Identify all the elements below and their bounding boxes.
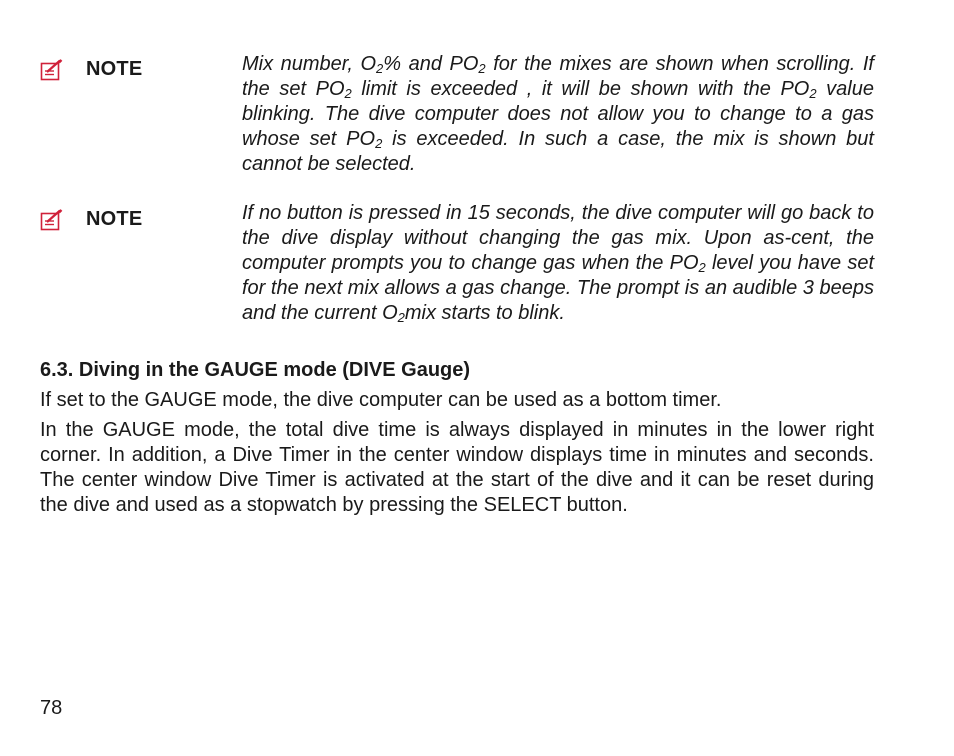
note-text: Mix number, $O_2\%$ and $PO_2$ for the mixes are shown when scrolling. If the set $PO_2$ limit is exceeded , it will be shown with the $PO_2$ value blinking. The dive computer does not allow you to change to a gas whose set $PO_2$ is exceeded. In such a case, the mix is shown but cannot be selected. xyxy=(242,53,874,175)
note-pencil-icon xyxy=(40,59,64,81)
note-text: If no button is pressed in 15 seconds, the dive computer will go back to the dive display without changing the gas mix. Upon as-cent, the computer prompts you to change gas when the $PO_2$ level you have set for the next mix allows a gas change. The prompt is an audible 3 beeps and the current $O_2mix$ starts to blink. xyxy=(242,202,874,325)
section-paragraph-1: If set to the GAUGE mode, the dive computer can be used as a bottom timer. xyxy=(40,389,722,411)
note-header xyxy=(40,208,142,231)
section-paragraph-2: In the GAUGE mode, the total dive time is always displayed in minutes in the lower right corner. In addition, a Dive Timer in the center window displays time in minutes and seconds. The center window Dive Timer is activated at the start of the dive and it can be reset during the dive and used as a stopwatch by pressing the SELECT button. xyxy=(40,419,874,516)
note-label: NOTE xyxy=(86,58,143,80)
note-header xyxy=(40,58,142,81)
note-pencil-icon xyxy=(40,209,64,231)
section-heading: 6.3. Diving in the GAUGE mode (DIVE Gauge) xyxy=(40,359,471,381)
note-label: NOTE xyxy=(86,208,143,230)
page-number: 78 xyxy=(40,697,63,719)
